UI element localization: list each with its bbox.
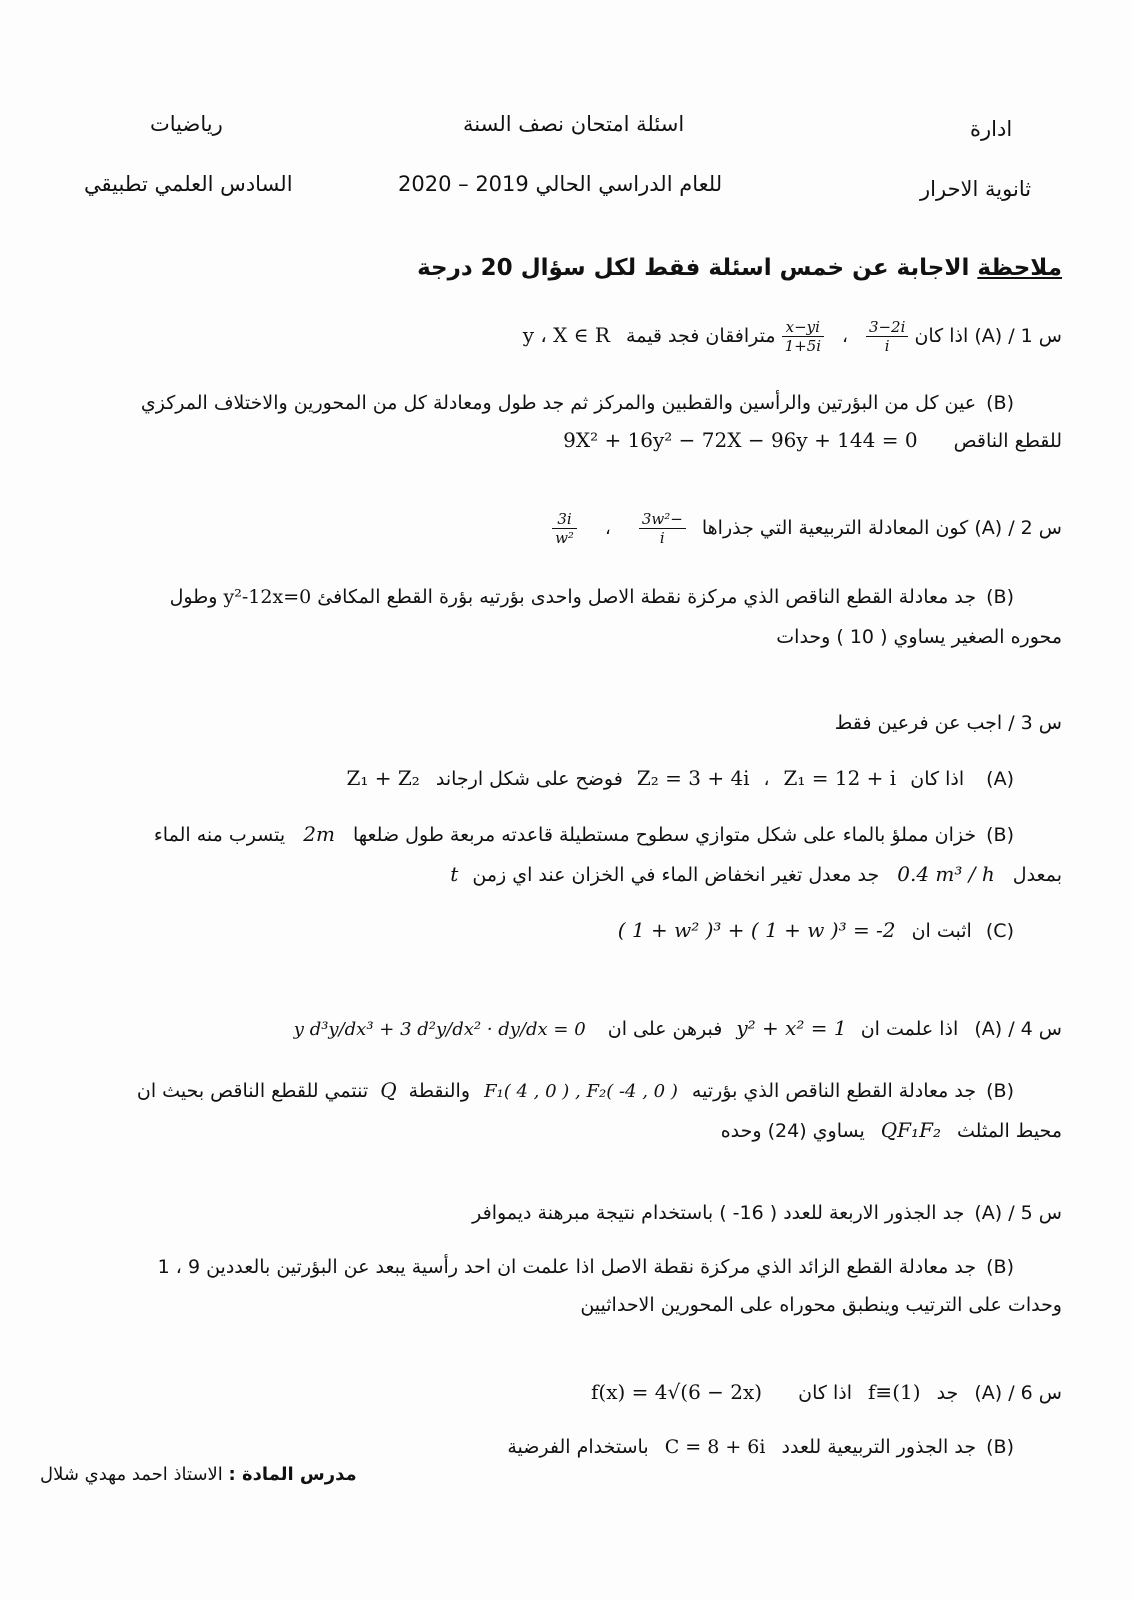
q3-text-a1: اذا كان — [910, 768, 965, 790]
q5-label-b: (B) — [986, 1256, 1014, 1278]
q2-frac1-den: i — [659, 529, 665, 547]
q6-label: س 6 / (A) — [974, 1382, 1062, 1404]
q3-title: س 3 / اجب عن فرعين فقط — [834, 712, 1062, 734]
q5-part-a — [472, 1202, 1062, 1224]
q6-text-a: جد — [936, 1382, 959, 1404]
q2-fraction-1 — [639, 510, 686, 547]
subject-label: رياضيات — [150, 112, 223, 136]
q5-part-b-line1 — [158, 1256, 1014, 1278]
q3-label-b: (B) — [986, 824, 1014, 846]
q3-rate: 0.4 m³ / h — [897, 862, 995, 886]
q4-label-b: (B) — [986, 1080, 1014, 1102]
q3-z-sum: Z₁ + Z₂ — [346, 766, 420, 790]
q1-part-b-line2 — [563, 428, 1062, 452]
administration-label: ادارة — [970, 117, 1013, 141]
q2-part-b-line1 — [170, 586, 1014, 608]
q3-label-c: (C) — [985, 920, 1014, 942]
q3-text-b1-end: يتسرب منه الماء — [153, 824, 286, 846]
q3-side-length: 2m — [303, 822, 335, 846]
q1-text-b1: عين كل من البؤرتين والرأسين والقطبين والمركز ثم جد طول ومعادلة كل من المحورين والاختلاف المركزي — [140, 392, 977, 414]
q3-part-a — [347, 766, 1014, 790]
academic-year: للعام الدراسي الحالي 2019 – 2020 — [398, 172, 723, 196]
q2-text-b1-end: وطول — [169, 586, 218, 608]
q1-comma: ، — [842, 326, 848, 347]
q4-text-b2a: محيط المثلث — [957, 1120, 1062, 1142]
q2-fraction-2 — [552, 510, 577, 547]
q1-fraction-2 — [782, 318, 824, 355]
q1-frac2-den: 1+5i — [784, 337, 822, 355]
q4-triangle: QF₁F₂ — [880, 1118, 941, 1142]
q3-text-b1: خزان مملؤ بالماء على شكل متوازي سطوح مستطيلة قاعدته مربعة طول ضلعها — [352, 824, 977, 846]
q2-frac2-num: 3i — [552, 510, 577, 529]
q4-prove-eq: y d³y/dx³ + 3 d²y/dx² · dy/dx = 0 — [293, 1019, 586, 1040]
q6-derivative: f≡(1) — [868, 1380, 921, 1404]
q5-part-b-line2: وحدات على الترتيب وينطبق محوراه على المحورين الاحداثيين — [580, 1294, 1062, 1316]
q3-comma: ، — [763, 769, 770, 790]
teacher-name: الاستاذ احمد مهدي شلال — [40, 1464, 223, 1485]
q4-text-b1b: والنقطة — [408, 1080, 471, 1102]
q4-text-b2b: يساوي (24) وحده — [720, 1120, 865, 1142]
q2-frac2-den: w² — [555, 529, 574, 547]
q3-time-var: t — [450, 862, 459, 886]
q2-part-b-line2: محوره الصغير يساوي ( 10 ) وحدات — [776, 626, 1062, 648]
q5-text-a: جد الجذور الاربعة للعدد ( 16- ) باستخدام نتيجة مبرهنة ديموافر — [472, 1202, 965, 1224]
school-name: ثانوية الاحرار — [920, 177, 1032, 201]
q1-label: س 1 / (A) — [974, 325, 1062, 347]
grade-label: السادس العلمي تطبيقي — [84, 172, 293, 196]
note-prefix: ملاحظة — [977, 255, 1062, 281]
q2-text-a: كون المعادلة التربيعية التي جذراها — [701, 517, 969, 539]
q1-text-b2: للقطع الناقص — [953, 430, 1062, 452]
q6-label-b: (B) — [986, 1436, 1014, 1458]
q4-text-a2: فبرهن على ان — [607, 1018, 723, 1040]
q4-foci: F₁( 4 , 0 ) , F₂( -4 , 0 ) — [484, 1081, 678, 1102]
q4-text-b1: جد معادلة القطع الناقص الذي بؤرتيه — [691, 1080, 977, 1102]
q1-label-b: (B) — [986, 392, 1014, 414]
q6-function: f(x) = 4√(6 − 2x) — [591, 1380, 763, 1404]
instructions-note — [417, 255, 1062, 281]
q2-frac1-num: −3w² — [639, 510, 686, 529]
q6-complex-number: C = 8 + 6i — [664, 1436, 766, 1458]
q4-point-q: Q — [380, 1078, 397, 1102]
q3-z1: Z₁ = 12 + i — [783, 766, 897, 790]
q2-label: س 2 / (A) — [974, 517, 1062, 539]
q1-equation: 9X² + 16y² − 72X − 96y + 144 = 0 — [563, 428, 918, 452]
q3-text-b2a: بمعدل — [1012, 864, 1062, 886]
q1-vars: y ، X ∈ R — [522, 323, 610, 347]
q3-text-a2: فوضح على شكل ارجاند — [435, 768, 623, 790]
q1-frac1-den: i — [884, 337, 890, 355]
q6-text-b2: باستخدام الفرضية — [507, 1436, 649, 1458]
q1-part-b-line1 — [141, 392, 1014, 414]
q1-text-a: اذا كان — [914, 325, 969, 347]
q5-text-b1: جد معادلة القطع الزائد الذي مركزة نقطة الاصل اذا علمت ان احد رأسية يبعد عن البؤرتين بالعددين 9 ، 1 — [157, 1256, 977, 1278]
q3-z2: Z₂ = 3 + 4i — [636, 766, 750, 790]
q4-text-b1c: تنتمي للقطع الناقص بحيث ان — [136, 1080, 369, 1102]
q6-part-b — [507, 1436, 1014, 1458]
q6-part-a — [591, 1380, 1062, 1404]
q4-part-b-line2 — [721, 1118, 1062, 1142]
q3-text-b2b: جد معدل تغير انخفاض الماء في الخزان عند اي زمن — [472, 864, 880, 886]
q2-part-a — [552, 510, 1062, 547]
teacher-label: مدرس المادة : — [228, 1464, 357, 1485]
q4-text-a: اذا علمت ان — [860, 1018, 959, 1040]
q1-part-a — [523, 318, 1062, 355]
q6-text-b: جد الجذور التربيعية للعدد — [781, 1436, 977, 1458]
exam-title: اسئلة امتحان نصف السنة — [463, 112, 685, 136]
q2-text-b1: جد معادلة القطع الناقص الذي مركزة نقطة الاصل واحدى بؤرتيه بؤرة القطع المكافئ — [317, 586, 977, 608]
q1-fraction-1 — [866, 318, 908, 355]
q3-equation-c: ( 1 + w² )³ + ( 1 + w )³ = -2 — [617, 918, 896, 942]
q1-frac1-num: 3−2i — [866, 318, 908, 337]
q5-label: س 5 / (A) — [974, 1202, 1062, 1224]
q4-part-b-line1 — [137, 1078, 1014, 1102]
q3-label-a: (A) — [986, 768, 1014, 790]
note-text: الاجابة عن خمس اسئلة فقط لكل سؤال 20 درجة — [417, 255, 978, 281]
q4-label: س 4 / (A) — [974, 1018, 1062, 1040]
q2-label-b: (B) — [986, 586, 1014, 608]
q6-text-a2: اذا كان — [798, 1382, 852, 1404]
teacher-signature — [40, 1464, 357, 1485]
q2-comma: ، — [604, 518, 611, 539]
q3-text-c: اثبت ان — [911, 920, 972, 942]
q3-part-c — [618, 918, 1014, 942]
q3-part-b-line2 — [450, 862, 1062, 886]
q4-given-eq: y² + x² = 1 — [736, 1016, 847, 1040]
q1-text-a2: مترافقان فجد قيمة — [626, 325, 776, 347]
q4-part-a — [294, 1016, 1062, 1040]
q1-frac2-num: x−yi — [782, 318, 824, 337]
q3-part-b-line1 — [154, 822, 1014, 846]
q2-parabola-eq: y²-12x=0 — [223, 586, 312, 608]
